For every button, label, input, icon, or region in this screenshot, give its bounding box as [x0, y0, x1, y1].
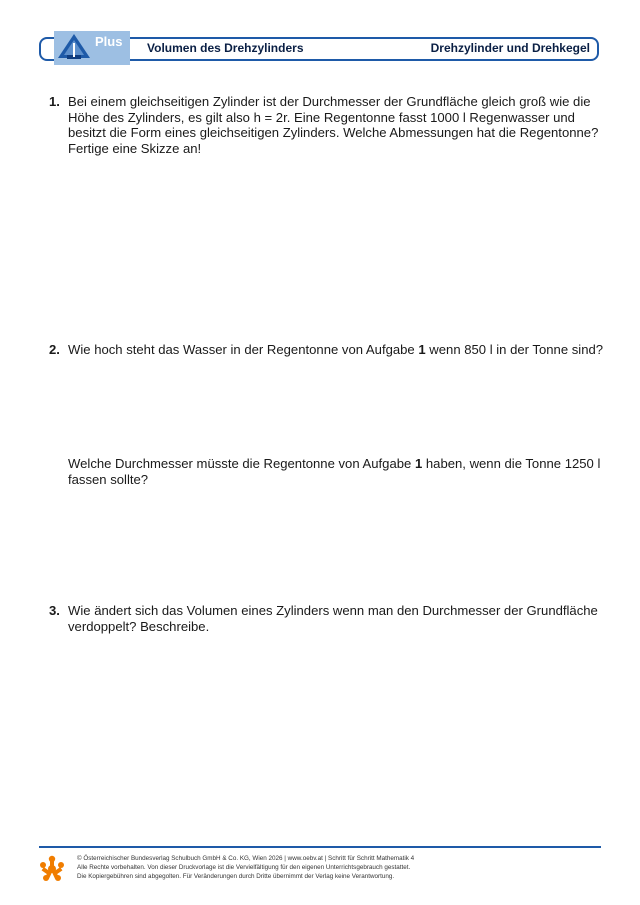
task-line: Wie hoch steht das Wasser in der Regentonne von Aufgabe 1 wenn 850 l in der Tonne sind? [68, 342, 604, 357]
footer-line: © Österreichischer Bundesverlag Schulbuch GmbH & Co. KG, Wien 2026 | www.oebv.at | Schritt für Schritt Mathematik 4 [77, 855, 415, 862]
star-logo-icon [39, 855, 65, 883]
task-line: Welche Durchmesser müsste die Regentonne von Aufgabe 1 haben, wenn die Tonne 1250 l [68, 456, 601, 471]
chapter-title: Drehzylinder und Drehkegel [430, 41, 590, 55]
task-line: Bei einem gleichseitigen Zylinder ist der Durchmesser der Grundfläche gleich groß wie die [68, 94, 591, 109]
footer-line: Alle Rechte vorbehalten. Von dieser Druckvorlage ist die Vervielfältigung für den eigenen Unterrichtsgebrauch gestattet. [77, 864, 411, 871]
task-number: 2. [49, 342, 60, 357]
task-text [68, 342, 604, 358]
task-text [68, 94, 598, 156]
task-number: 3. [49, 603, 60, 618]
task-line: Höhe des Zylinders, es gilt also h = 2r. Eine Regentonne fasst 1000 l Regenwasser und [68, 109, 575, 125]
task-line: fassen sollte? [68, 471, 149, 487]
task-line: besitzt die Form eines gleichseitigen Zylinders. Welche Abmessungen hat die Regentonne? [68, 125, 599, 140]
worksheet-title: Volumen des Drehzylinders [147, 41, 304, 55]
task-line: Wie ändert sich das Volumen eines Zylinders wenn man den Durchmesser der Grundfläche [68, 603, 598, 618]
logo-text: Plus [95, 34, 123, 49]
footer-line: Die Kopiergebühren sind abgegolten. Für Veränderungen durch Dritte übernimmt der Verlag keine Verantwortung. [77, 873, 395, 880]
task-text [68, 456, 601, 487]
task-line: verdoppelt? Beschreibe. [68, 618, 210, 634]
task-number: 1. [49, 94, 60, 109]
task-line: Fertige eine Skizze an! [68, 140, 202, 156]
footer-text [77, 854, 414, 881]
task-text [68, 603, 598, 634]
footer-rule [39, 846, 601, 848]
